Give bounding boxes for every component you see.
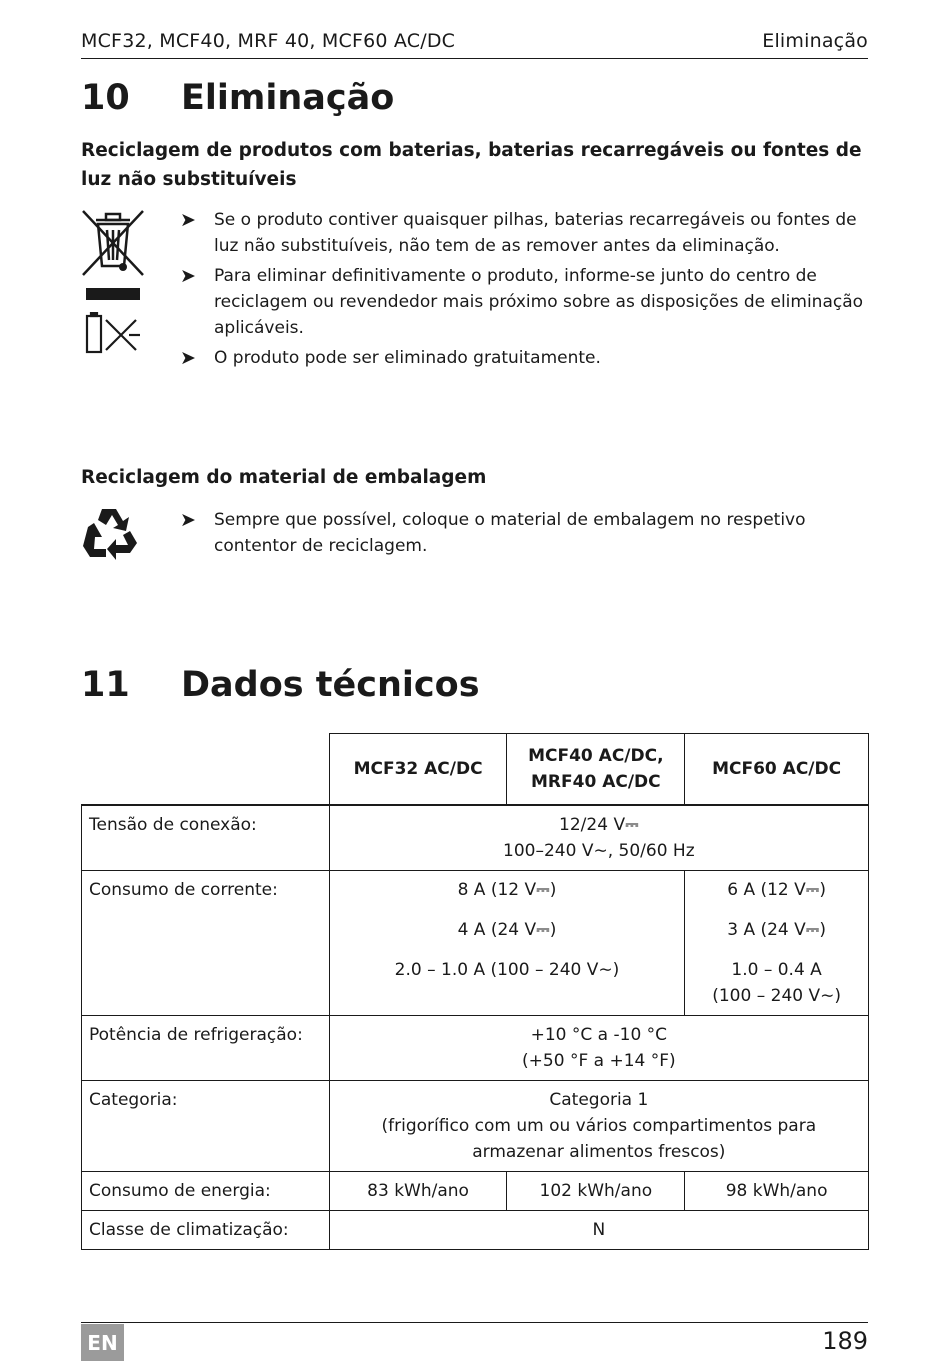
packaging-bullet-list bbox=[180, 507, 870, 563]
table-row bbox=[82, 1211, 869, 1250]
arrow-bullet-icon: ➤ bbox=[180, 509, 196, 531]
row-label: Classe de climatização: bbox=[82, 1211, 330, 1250]
section-number: 11 bbox=[81, 665, 130, 705]
header-models: MCF32, MCF40, MRF 40, MCF60 AC/DC bbox=[81, 30, 456, 52]
table-header-row bbox=[82, 734, 869, 806]
row-label: Consumo de energia: bbox=[82, 1172, 330, 1211]
table-cell: +10 °C a -10 °C (+50 °F a +14 °F) bbox=[329, 1016, 868, 1081]
arrow-bullet-icon: ➤ bbox=[180, 265, 196, 287]
column-header-mcf60: MCF60 AC/DC bbox=[685, 734, 869, 806]
recycling-symbol-icon bbox=[80, 505, 138, 561]
section-10-heading bbox=[81, 78, 394, 118]
section-11-heading bbox=[81, 665, 480, 705]
table-row bbox=[82, 1016, 869, 1081]
section-title: Eliminação bbox=[181, 78, 395, 118]
list-item: ➤ O produto pode ser eliminado gratuitamente. bbox=[180, 347, 601, 369]
table-cell: 12/24 V⎓ 100–240 V∼, 50/60 Hz bbox=[329, 805, 868, 871]
row-label: Categoria: bbox=[82, 1081, 330, 1172]
row-label: Potência de refrigeração: bbox=[82, 1016, 330, 1081]
table-row bbox=[82, 1081, 869, 1172]
table-row bbox=[82, 1172, 869, 1211]
table-cell: 8 A (12 V⎓) 4 A (24 V⎓) 2.0 – 1.0 A (100 – 240 V∼) bbox=[329, 871, 685, 1016]
column-header-mcf40-mrf40: MCF40 AC/DC, MRF40 AC/DC bbox=[507, 734, 685, 806]
table-cell: 83 kWh/ano bbox=[329, 1172, 507, 1211]
section-number: 10 bbox=[81, 78, 130, 118]
header-section: Eliminação bbox=[762, 30, 868, 52]
crossed-out-wheelie-bin-icon bbox=[80, 208, 146, 278]
page-number: 189 bbox=[822, 1327, 868, 1355]
batteries-bullet-list bbox=[180, 207, 870, 375]
row-label: Tensão de conexão: bbox=[82, 805, 330, 871]
subheading-packaging: Reciclagem do material de embalagem bbox=[81, 467, 487, 488]
table-cell: 102 kWh/ano bbox=[507, 1172, 685, 1211]
crossed-out-battery-icon bbox=[84, 312, 142, 356]
table-cell: Categoria 1 (frigorífico com um ou vários compartimentos para armazenar alimentos frescos) bbox=[329, 1081, 868, 1172]
technical-data-table bbox=[81, 733, 869, 1250]
table-row bbox=[82, 871, 869, 1016]
list-item: ➤ Para eliminar definitivamente o produto, informe-se junto do centro de reciclagem ou revendedor mais próximo sobre as disposições de eliminação aplicáveis. bbox=[180, 265, 864, 338]
table-row bbox=[82, 805, 869, 871]
table-cell: 98 kWh/ano bbox=[685, 1172, 869, 1211]
column-header-mcf32: MCF32 AC/DC bbox=[329, 734, 507, 806]
arrow-bullet-icon: ➤ bbox=[180, 209, 196, 231]
row-label: Consumo de corrente: bbox=[82, 871, 330, 1016]
list-item: ➤ Sempre que possível, coloque o material de embalagem no respetivo contentor de reciclagem. bbox=[180, 509, 806, 556]
table-cell: N bbox=[329, 1211, 868, 1250]
section-title: Dados técnicos bbox=[181, 665, 480, 705]
subheading-batteries: Reciclagem de produtos com baterias, baterias recarregáveis ou fontes de luz não substituíveis bbox=[81, 140, 862, 190]
running-header bbox=[81, 30, 868, 59]
footer-divider bbox=[81, 1322, 868, 1323]
list-item: ➤ Se o produto contiver quaisquer pilhas, baterias recarregáveis ou fontes de luz não substituíveis, não tem de as remover antes da eliminação. bbox=[180, 209, 857, 256]
bar-icon bbox=[86, 288, 140, 300]
language-badge: EN bbox=[81, 1324, 124, 1361]
table-cell: 6 A (12 V⎓) 3 A (24 V⎓) 1.0 – 0.4 A (100 – 240 V∼) bbox=[685, 871, 869, 1016]
arrow-bullet-icon: ➤ bbox=[180, 347, 196, 369]
